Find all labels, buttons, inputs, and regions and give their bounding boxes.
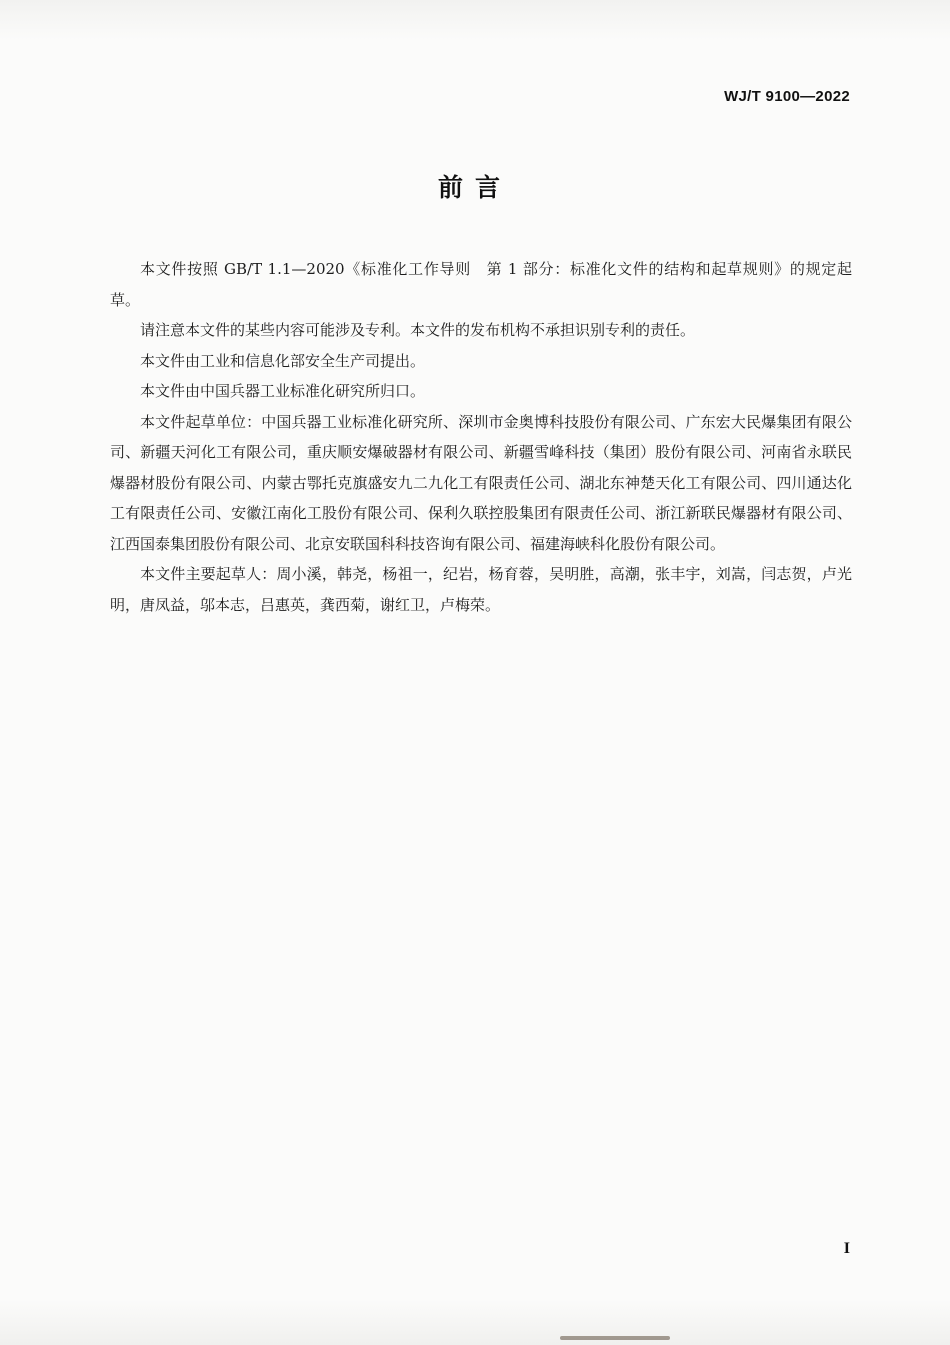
scan-edge-mark xyxy=(560,1336,670,1340)
page-number: I xyxy=(843,1240,850,1257)
paragraph-main-drafters: 本文件主要起草人：周小溪，韩尧，杨祖一，纪岩，杨育蓉，吴明胜，高潮，张丰宇，刘嵩，闫志贺，卢光明，唐凤益，邬本志，吕惠英，龚西菊，谢红卫，卢梅荣。 xyxy=(110,565,852,614)
paragraph-proposer: 本文件由工业和信息化部安全生产司提出。 xyxy=(140,351,426,370)
paragraph-administrator: 本文件由中国兵器工业标准化研究所归口。 xyxy=(140,382,426,400)
paragraph-drafting-rules: 本文件按照 GB/T 1.1—2020《标准化工作导则 第 1 部分：标准化文件的结构和起草规则》的规定起草。 xyxy=(110,260,852,309)
foreword-body xyxy=(110,254,852,620)
paragraph-patent-notice: 请注意本文件的某些内容可能涉及专利。本文件的发布机构不承担识别专利的责任。 xyxy=(140,321,696,339)
paragraph-drafting-units: 本文件起草单位：中国兵器工业标准化研究所、深圳市金奥博科技股份有限公司、广东宏大民爆集团有限公司、新疆天河化工有限公司，重庆顺安爆破器材有限公司、新疆雪峰科技（集团）股份有限公司、河南省永联民爆器材股份有限公司、内蒙古鄂托克旗盛安九二九化工有限责任公司、湖北东神楚天化工有限公司、四川通达化工有限责任公司、安徽江南化工股份有限公司、保利久联控股集团有限责任公司、浙江新联民爆器材有限公司、江西国泰集团股份有限公司、北京安联国科科技咨询有限公司、福建海峡科化股份有限公司。 xyxy=(110,412,852,553)
page-title: 前言 xyxy=(437,173,512,202)
document-code: WJ/T 9100—2022 xyxy=(724,88,850,105)
